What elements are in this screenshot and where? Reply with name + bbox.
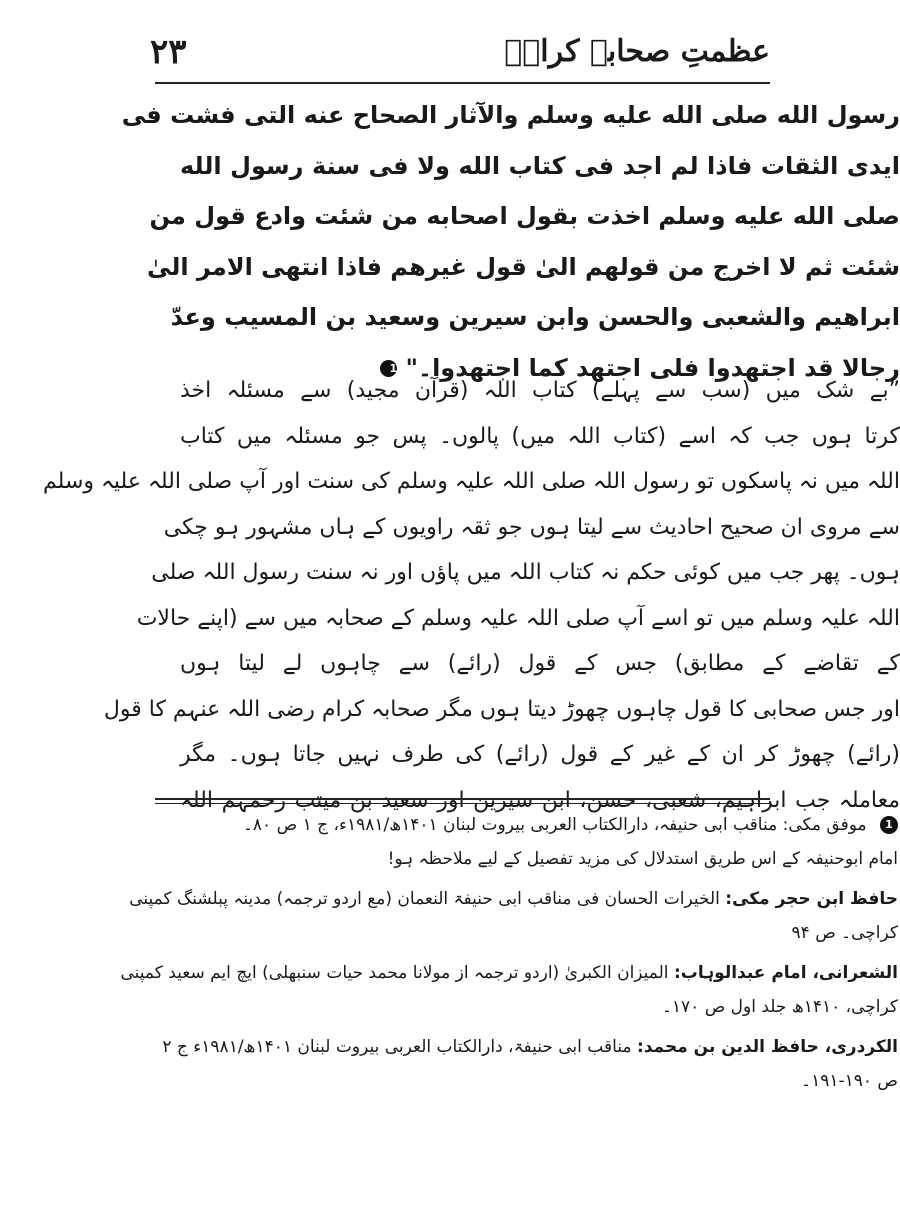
- urdu-line: ہوں۔ پھر جب میں کوئی حکم نہ کتاب اللہ میں پاؤں اور نہ سنت رسول اللہ صلی: [151, 560, 900, 585]
- footnote-divider-thin: [155, 803, 770, 804]
- ref-4-title: مناقب ابی حنیفۃ، دارالکتاب العربی بیروت لبنان ۱۴۰۱ھ/۱۹۸۱ء ج ۲: [162, 1037, 632, 1057]
- arabic-line: صلى الله عليه وسلم اخذت بقول اصحابه من شئت وادع قول من: [149, 202, 900, 230]
- arabic-line: ايدى الثقات فاذا لم اجد فى كتاب الله ولا فى سنة رسول الله: [180, 151, 900, 180]
- urdu-line: سے مروی ان صحیح احادیث سے لیتا ہوں جو ثقہ راویوں کے ہاں مشہور ہو چکی: [163, 514, 900, 540]
- arabic-line: شئت ثم لا اخرج من قولهم الىٰ قول غيرهم فاذا انتهى الامر الىٰ: [147, 252, 900, 281]
- footnote-reference-marker[interactable]: 1: [380, 360, 397, 377]
- ref-3-title: المیزان الکبریٰ (اردو ترجمہ از مولانا محمد حیات سنبھلی) ایچ ایم سعید کمپنی: [120, 963, 669, 983]
- footnote-ref-4: [162, 1030, 898, 1064]
- page-number: ۲۳: [150, 32, 187, 72]
- arabic-line: ابراهيم والشعبى والحسن وابن سيرين وسعيد بن المسيب وعدّ: [170, 303, 900, 331]
- footnote-note: امام ابوحنیفہ کے اس طریق استدلال کی مزید تفصیل کے لیے ملاحظہ ہو!: [387, 849, 898, 869]
- header-divider: [155, 82, 770, 84]
- footnote-ref-1: موفق مکی: مناقب ابی حنیفہ، دارالکتاب العربی بیروت لبنان ۱۴۰۱ھ/۱۹۸۱ء، ج ۱ ص ۸۰۔: [242, 815, 867, 835]
- ref-4-author: الکردری، حافظ الدین بن محمد:: [636, 1037, 898, 1057]
- footnote-1: [180, 808, 898, 842]
- footnote-number: 1: [880, 816, 898, 834]
- page-header: [150, 28, 770, 80]
- footnote-ref-2: [129, 882, 898, 916]
- arabic-line-text: رجالا قد اجتهدوا فلى اجتهد كما اجتهدوا۔": [405, 353, 900, 382]
- urdu-line: اور جس صحابی کا قول چاہوں چھوڑ دیتا ہوں مگر صحابہ کرام رضی اللہ عنہم کا قول: [103, 696, 900, 722]
- footnote-divider: [155, 798, 770, 800]
- urdu-line: کرتا ہوں جب کہ اسے (کتاب اللہ میں) پالوں۔ پس جو مسئلہ میں کتاب: [180, 423, 900, 449]
- ref-2-author: حافظ ابن حجر مکی:: [725, 889, 898, 909]
- urdu-line: کے تقاضے کے مطابق) جس کے قول (رائے) سے چاہوں لے لیتا ہوں: [180, 651, 900, 676]
- ref-2-title: الخیرات الحسان فی مناقب ابی حنیفۃ النعمان (مع اردو ترجمہ) مدینہ پبلشنگ کمپنی: [129, 889, 720, 909]
- arabic-line: رسول الله صلى الله عليه وسلم والآثار الصحاح عنه التى فشت فى: [121, 101, 900, 129]
- urdu-line: اللہ علیہ وسلم میں تو اسے آپ صلی اللہ علیہ وسلم کے صحابہ میں سے (اپنے حالات: [136, 605, 900, 631]
- footnote-ref-3: [120, 956, 898, 990]
- urdu-line: معاملہ جب ابراہیم، شعبی، حسن، ابن سیرین اور سعید بن میتب رحمہم اللہ: [180, 787, 900, 813]
- urdu-line: ”بے شک میں (سب سے پہلے) کتاب اللہ (قرآن مجید) سے مسئلہ اخذ: [180, 378, 900, 403]
- arabic-quotation: [121, 90, 900, 393]
- footnote-ref-4-cont: ص ۱۹۰-۱۹۱۔: [801, 1071, 898, 1091]
- ref-3-author: الشعرانی، امام عبدالوہاب:: [673, 963, 898, 983]
- urdu-translation: [43, 368, 900, 823]
- footnotes: [120, 808, 898, 1098]
- footnote-ref-2-cont: کراچی۔ ص ۹۴: [791, 923, 898, 943]
- running-title: عظمتِ صحابہ کرامؓ: [504, 34, 770, 69]
- urdu-line: اللہ میں نہ پاسکوں تو رسول اللہ صلی اللہ علیہ وسلم کی سنت اور آپ صلی اللہ علیہ وسلم: [43, 469, 900, 494]
- urdu-line: (رائے) چھوڑ کر ان کے غیر کے قول (رائے) کی طرف نہیں جاتا ہوں۔ مگر: [180, 742, 900, 767]
- footnote-ref-3-cont: کراچی، ۱۴۱۰ھ جلد اول ص ۱۷۰۔: [661, 997, 898, 1017]
